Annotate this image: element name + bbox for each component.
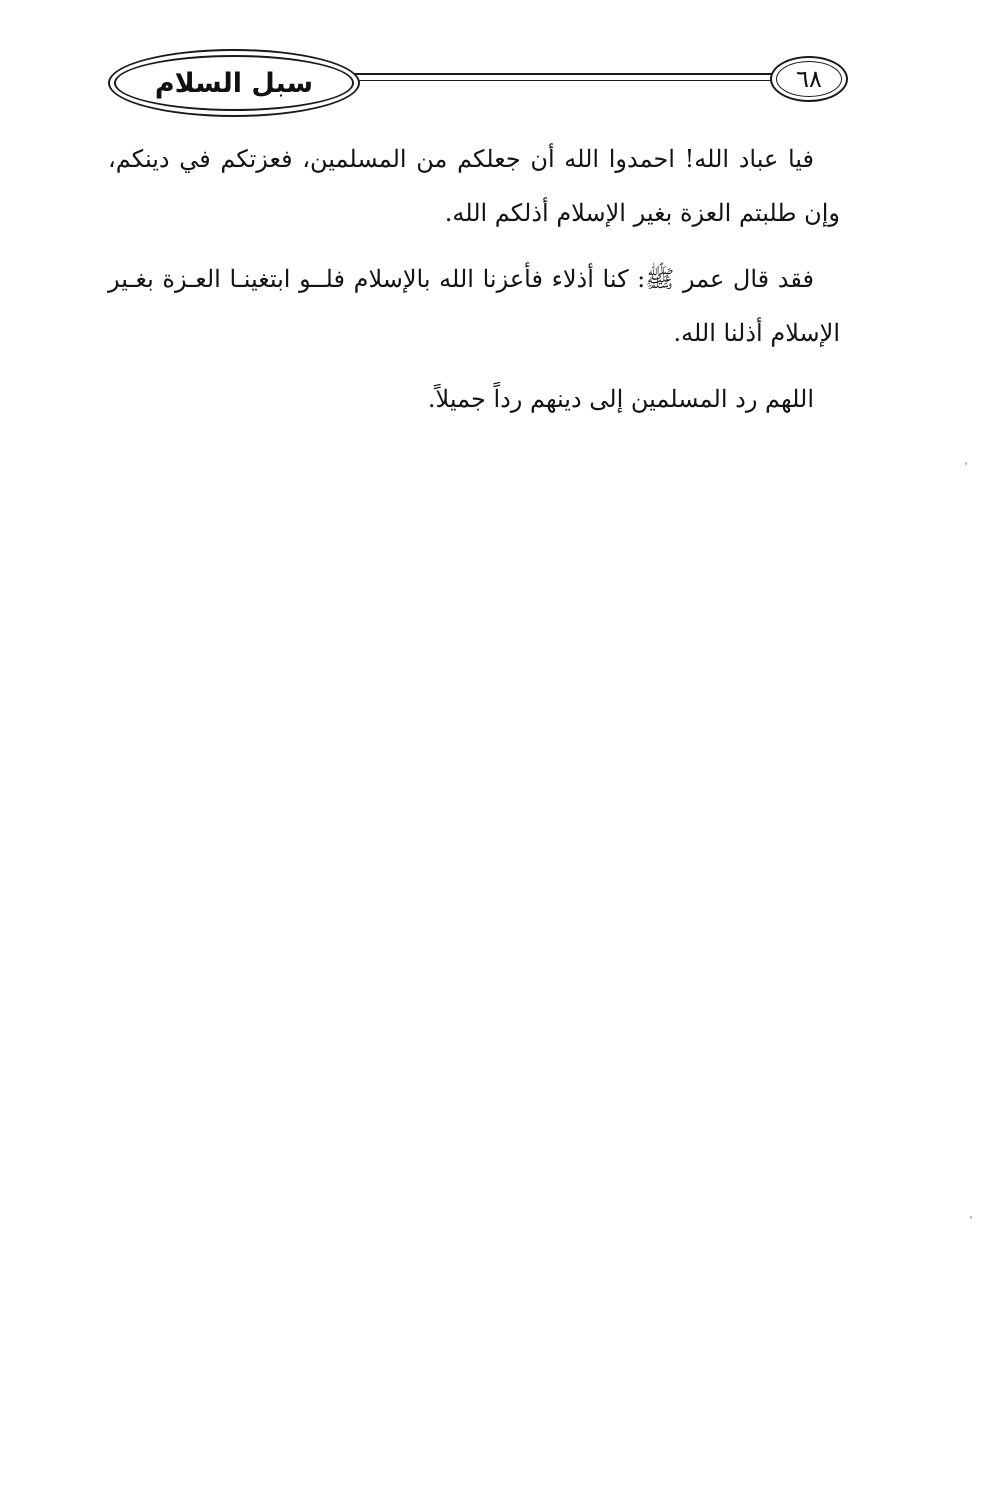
- scan-speck: [965, 462, 967, 465]
- paragraph-1: فيا عباد الله! احمدوا الله أن جعلكم من المسلمين، فعزتكم في دينكم، وإن طلبتم العزة بغير الإسلام أذلكم الله.: [108, 145, 840, 227]
- paragraph-3: اللهم رد المسلمين إلى دينهم رداً جميلاً.: [427, 385, 814, 413]
- page-number: ٦٨: [796, 65, 822, 93]
- book-title: سبل السلام: [154, 67, 314, 99]
- page-number-oval: [776, 61, 842, 97]
- page-header: [0, 0, 984, 140]
- title-oval: [114, 55, 354, 111]
- header-rule-thin: [346, 80, 778, 81]
- paragraph-2: فقد قال عمر ﷺ: كنا أذلاء فأعزنا الله بالإسلام فلــو ابتغينـا العـزة بغـير الإسلام أذلنا الله.: [108, 265, 840, 347]
- page-body: [108, 132, 840, 426]
- scan-speck: [970, 1216, 972, 1219]
- header-rule: [346, 73, 778, 75]
